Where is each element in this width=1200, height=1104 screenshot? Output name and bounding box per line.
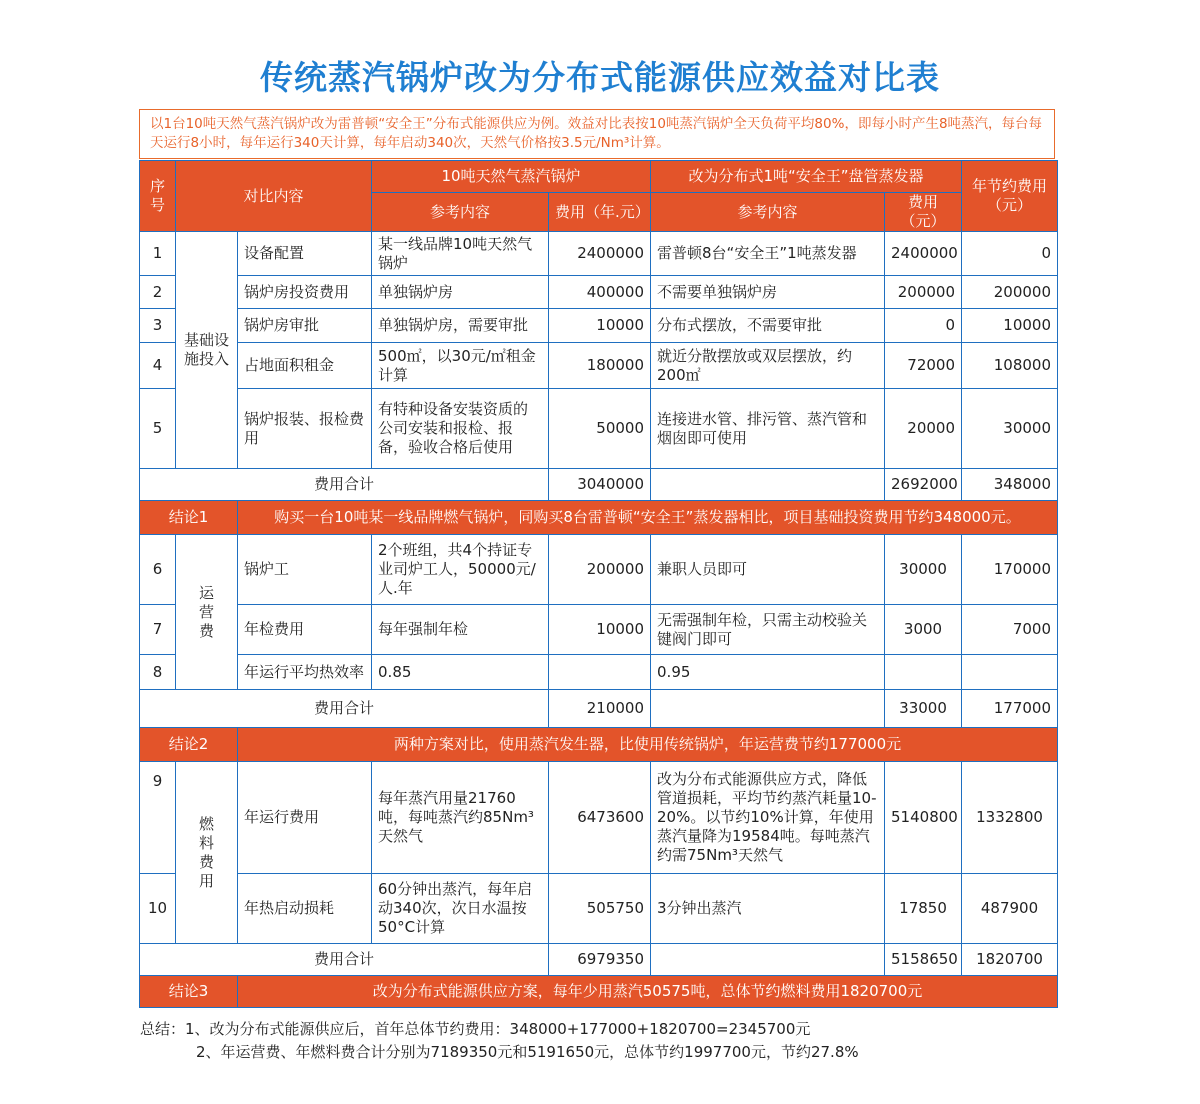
total-empty xyxy=(651,469,885,501)
total-saving: 1820700 xyxy=(962,944,1058,976)
summary-line-1: 总结：1、改为分布式能源供应后，首年总体节约费用：348000+177000+1820700=2345700元 xyxy=(140,1020,811,1038)
row-ref-distributed: 雷普顿8台“安全王”1吨蒸发器 xyxy=(651,232,885,276)
header-compare: 对比内容 xyxy=(176,161,372,232)
row-cost-distributed: 72000 xyxy=(885,343,962,389)
row-saving: 1332800 xyxy=(962,762,1058,874)
row-cost-boiler: 2400000 xyxy=(549,232,651,276)
row-cost-boiler: 400000 xyxy=(549,276,651,309)
conclusion-row xyxy=(140,976,1058,1008)
row-item: 锅炉房投资费用 xyxy=(238,276,372,309)
row-cost-boiler: 10000 xyxy=(549,309,651,343)
row-saving xyxy=(962,655,1058,690)
row-saving: 0 xyxy=(962,232,1058,276)
row-saving: 170000 xyxy=(962,535,1058,605)
row-cost-distributed: 2400000 xyxy=(885,232,962,276)
row-cost-boiler xyxy=(549,655,651,690)
header-ref-distributed: 参考内容 xyxy=(651,193,885,232)
table-row xyxy=(140,343,1058,389)
row-ref-boiler: 2个班组，共4个持证专业司炉工人，50000元/人.年 xyxy=(372,535,549,605)
conclusion-label: 结论1 xyxy=(140,501,238,535)
total-empty xyxy=(651,690,885,728)
row-ref-distributed: 连接进水管、排污管、蒸汽管和烟囱即可使用 xyxy=(651,389,885,469)
row-ref-distributed: 3分钟出蒸汽 xyxy=(651,874,885,944)
table-row xyxy=(140,309,1058,343)
row-ref-boiler: 0.85 xyxy=(372,655,549,690)
header-cost-boiler: 费用（年.元） xyxy=(549,193,651,232)
category-operations: 运营费 xyxy=(176,535,238,690)
total-row xyxy=(140,690,1058,728)
total-cost-boiler: 210000 xyxy=(549,690,651,728)
row-cost-distributed: 0 xyxy=(885,309,962,343)
row-no: 9 xyxy=(140,762,176,874)
table-row xyxy=(140,762,1058,874)
conclusion-row xyxy=(140,728,1058,762)
total-label: 费用合计 xyxy=(140,469,549,501)
total-row xyxy=(140,469,1058,501)
row-ref-distributed: 0.95 xyxy=(651,655,885,690)
row-ref-boiler: 每年强制年检 xyxy=(372,605,549,655)
row-ref-distributed: 兼职人员即可 xyxy=(651,535,885,605)
total-saving: 177000 xyxy=(962,690,1058,728)
header-cost-distributed: 费用（元） xyxy=(885,193,962,232)
total-label: 费用合计 xyxy=(140,944,549,976)
total-cost-boiler: 6979350 xyxy=(549,944,651,976)
table-row xyxy=(140,276,1058,309)
row-cost-distributed: 5140800 xyxy=(885,762,962,874)
row-cost-distributed: 30000 xyxy=(885,535,962,605)
row-ref-distributed: 无需强制年检，只需主动校验关键阀门即可 xyxy=(651,605,885,655)
row-item: 年运行平均热效率 xyxy=(238,655,372,690)
row-ref-boiler: 60分钟出蒸汽，每年启动340次，次日水温按50°C计算 xyxy=(372,874,549,944)
row-ref-boiler: 单独锅炉房 xyxy=(372,276,549,309)
row-cost-boiler: 505750 xyxy=(549,874,651,944)
table-row xyxy=(140,389,1058,469)
header-ref-boiler: 参考内容 xyxy=(372,193,549,232)
row-saving: 10000 xyxy=(962,309,1058,343)
table-row xyxy=(140,874,1058,944)
total-cost-distributed: 2692000 xyxy=(885,469,962,501)
row-item: 年热启动损耗 xyxy=(238,874,372,944)
row-no: 8 xyxy=(140,655,176,690)
row-saving: 7000 xyxy=(962,605,1058,655)
row-saving: 108000 xyxy=(962,343,1058,389)
conclusion-label: 结论2 xyxy=(140,728,238,762)
intro-note: 以1台10吨天然气蒸汽锅炉改为雷普顿“安全王”分布式能源供应为例。效益对比表按10吨蒸汽锅炉全天负荷平均80%，即每小时产生8吨蒸汽，每台每天运行8小时，每年运行340天计算，每年启动340次，天然气价格按3.5元/Nm³计算。 xyxy=(139,109,1055,159)
row-no: 10 xyxy=(140,874,176,944)
total-cost-boiler: 3040000 xyxy=(549,469,651,501)
comparison-table xyxy=(139,160,1058,1008)
row-saving: 200000 xyxy=(962,276,1058,309)
row-item: 锅炉工 xyxy=(238,535,372,605)
row-no: 3 xyxy=(140,309,176,343)
total-label: 费用合计 xyxy=(140,690,549,728)
total-saving: 348000 xyxy=(962,469,1058,501)
row-ref-boiler: 500㎡，以30元/㎡租金计算 xyxy=(372,343,549,389)
table-row xyxy=(140,535,1058,605)
row-cost-distributed: 3000 xyxy=(885,605,962,655)
conclusion-row xyxy=(140,501,1058,535)
conclusion-text: 改为分布式能源供应方案，每年少用蒸汽50575吨，总体节约燃料费用1820700元 xyxy=(238,976,1058,1008)
row-ref-boiler: 有特种设备安装资质的公司安装和报检、报备，验收合格后使用 xyxy=(372,389,549,469)
total-row xyxy=(140,944,1058,976)
conclusion-text: 两种方案对比，使用蒸汽发生器，比使用传统锅炉，年运营费节约177000元 xyxy=(238,728,1058,762)
row-item: 设备配置 xyxy=(238,232,372,276)
row-no: 5 xyxy=(140,389,176,469)
table-row xyxy=(140,232,1058,276)
category-infrastructure: 基础设施投入 xyxy=(176,232,238,469)
row-no: 1 xyxy=(140,232,176,276)
row-cost-boiler: 6473600 xyxy=(549,762,651,874)
row-no: 4 xyxy=(140,343,176,389)
header-saving: 年节约费用（元） xyxy=(962,161,1058,232)
row-saving: 487900 xyxy=(962,874,1058,944)
row-no: 7 xyxy=(140,605,176,655)
row-cost-boiler: 200000 xyxy=(549,535,651,605)
header-distributed: 改为分布式1吨“安全王”盘管蒸发器 xyxy=(651,161,962,193)
row-cost-distributed: 17850 xyxy=(885,874,962,944)
table-header-row-1 xyxy=(140,161,1058,193)
row-cost-distributed xyxy=(885,655,962,690)
row-ref-boiler: 某一线品牌10吨天然气锅炉 xyxy=(372,232,549,276)
row-ref-distributed: 改为分布式能源供应方式，降低管道损耗，平均节约蒸汽耗量10-20%。以节约10%计算，年使用蒸汽量降为19584吨。每吨蒸汽约需75Nm³天然气 xyxy=(651,762,885,874)
page-title: 传统蒸汽锅炉改为分布式能源供应效益对比表 xyxy=(260,58,940,97)
row-cost-boiler: 50000 xyxy=(549,389,651,469)
header-boiler: 10吨天然气蒸汽锅炉 xyxy=(372,161,651,193)
row-item: 占地面积租金 xyxy=(238,343,372,389)
row-cost-distributed: 20000 xyxy=(885,389,962,469)
total-cost-distributed: 5158650 xyxy=(885,944,962,976)
row-item: 锅炉房审批 xyxy=(238,309,372,343)
row-item: 锅炉报装、报检费用 xyxy=(238,389,372,469)
row-no: 6 xyxy=(140,535,176,605)
row-cost-distributed: 200000 xyxy=(885,276,962,309)
category-fuel: 燃料费用 xyxy=(176,762,238,944)
conclusion-text: 购买一台10吨某一线品牌燃气锅炉，同购买8台雷普顿“安全王”蒸发器相比，项目基础投资费用节约348000元。 xyxy=(238,501,1058,535)
row-cost-boiler: 10000 xyxy=(549,605,651,655)
table-row xyxy=(140,655,1058,690)
row-ref-boiler: 每年蒸汽用量21760吨，每吨蒸汽约85Nm³天然气 xyxy=(372,762,549,874)
row-saving: 30000 xyxy=(962,389,1058,469)
summary xyxy=(140,1018,859,1064)
row-ref-distributed: 就近分散摆放或双层摆放，约200㎡ xyxy=(651,343,885,389)
row-cost-boiler: 180000 xyxy=(549,343,651,389)
row-ref-distributed: 分布式摆放，不需要审批 xyxy=(651,309,885,343)
row-no: 2 xyxy=(140,276,176,309)
total-empty xyxy=(651,944,885,976)
table-row xyxy=(140,605,1058,655)
summary-line-2: 2、年运营费、年燃料费合计分别为7189350元和5191650元，总体节约1997700元，节约27.8% xyxy=(196,1043,859,1061)
total-cost-distributed: 33000 xyxy=(885,690,962,728)
row-ref-distributed: 不需要单独锅炉房 xyxy=(651,276,885,309)
row-ref-boiler: 单独锅炉房，需要审批 xyxy=(372,309,549,343)
row-item: 年运行费用 xyxy=(238,762,372,874)
header-seq: 序号 xyxy=(140,161,176,232)
row-item: 年检费用 xyxy=(238,605,372,655)
conclusion-label: 结论3 xyxy=(140,976,238,1008)
